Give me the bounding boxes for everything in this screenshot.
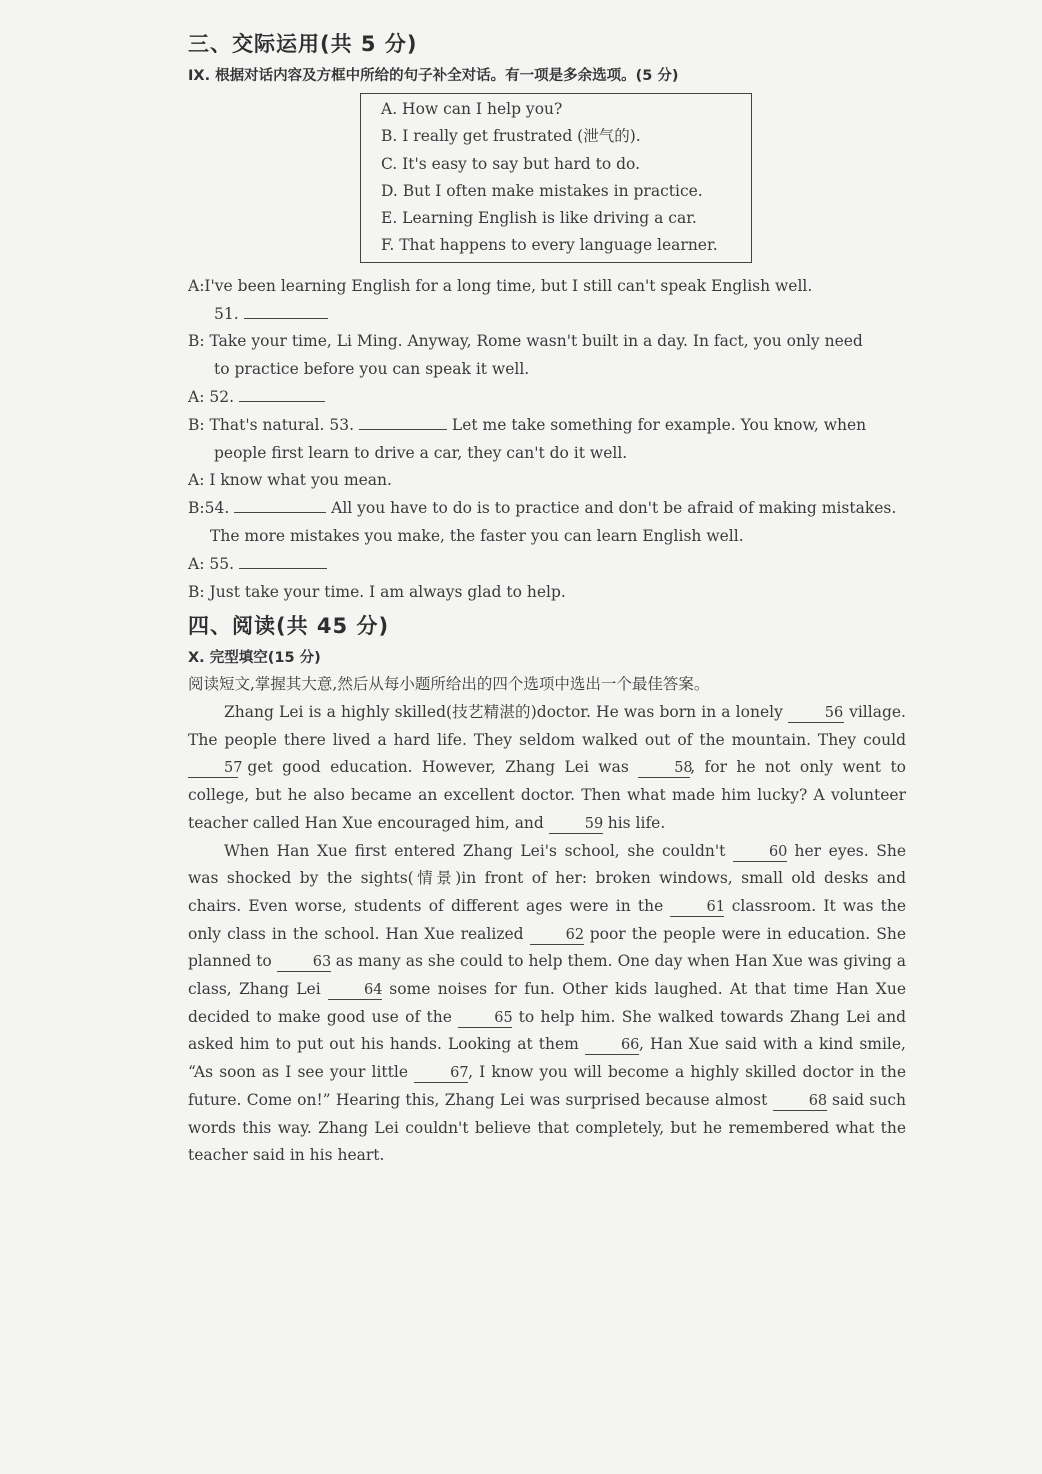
section-3-title: 三、交际运用(共 5 分): [188, 32, 418, 56]
option-f: F. That happens to every language learner.: [381, 236, 718, 255]
question-number-53: B: That's natural. 53.: [188, 415, 355, 434]
cloze-paragraph-1: [188, 699, 906, 838]
question-number-54: B:54.: [188, 499, 230, 518]
dialog-line-55: [188, 551, 906, 579]
dialog-line-b1: B: Take your time, Li Ming. Anyway, Rome wasn't built in a day. In fact, you only need: [188, 332, 863, 351]
cloze-text: to help him. She walked towards Zhang Lei and asked him to put out his hands. Looking at them: [188, 1007, 906, 1054]
section-9-instruction: IX. 根据对话内容及方框中所给的句子补全对话。有一项是多余选项。(5 分): [188, 68, 679, 84]
answer-blank-59[interactable]: 59: [549, 815, 603, 834]
option-d: D. But I often make mistakes in practice.: [381, 181, 703, 200]
page-content: [188, 28, 906, 1170]
dialog-line-52: [188, 384, 906, 412]
dialog-text-54: All you have to do is to practice and don't be afraid of making mistakes.: [331, 499, 897, 518]
dialog: [188, 273, 906, 607]
question-number-52: A: 52.: [188, 387, 234, 406]
cloze-instruction: 阅读短文,掌握其大意,然后从每小题所给出的四个选项中选出一个最佳答案。: [188, 675, 710, 694]
answer-blank-66[interactable]: 66: [585, 1036, 639, 1055]
question-number-55: A: 55.: [188, 554, 234, 573]
cloze-text: , Han Xue said with a kind smile, “As soon as I see your little: [188, 1035, 906, 1082]
question-number-51: 51.: [214, 304, 239, 323]
answer-blank-55[interactable]: [239, 568, 327, 569]
answer-blank-60[interactable]: 60: [733, 843, 787, 862]
cloze-text: , I know you will become a highly skilled doctor in the future. Come on!” Hearing this, Zhang Lei was surprised because almost: [188, 1063, 906, 1109]
cloze-text: When Han Xue first entered Zhang Lei's school, she couldn't: [224, 841, 733, 860]
cloze-text: , for he not only went to college, but he also became an excellent doctor. Then what made him lucky? A volunteer teacher called Han Xue encouraged him, and: [188, 758, 906, 832]
section-4-title: 四、阅读(共 45 分): [188, 614, 390, 639]
answer-blank-61[interactable]: 61: [670, 898, 724, 917]
dialog-line-53-cont: people first learn to drive a car, they can't do it well.: [214, 443, 628, 462]
cloze-text: some noises for fun. Other kids laughed. At that time Han Xue decided to make good use of the: [188, 980, 906, 1026]
cloze-paragraph-2: [188, 838, 906, 1170]
answer-blank-62[interactable]: 62: [530, 926, 584, 945]
answer-blank-64[interactable]: 64: [328, 981, 382, 1000]
cloze-text: village. The people there lived a hard life. They seldom walked out of the mountain. They could: [188, 703, 906, 749]
cloze-text: as many as she could to help them. One day when Han Xue was giving a class, Zhang Lei: [188, 952, 906, 999]
option-e: E. Learning English is like driving a car.: [381, 209, 697, 228]
options-box: [360, 93, 752, 263]
dialog-line-a3: A: I know what you mean.: [188, 471, 392, 490]
answer-blank-68[interactable]: 68: [773, 1092, 827, 1111]
answer-blank-53[interactable]: [359, 429, 447, 430]
answer-blank-56[interactable]: 56: [788, 704, 844, 723]
dialog-line-51: [188, 301, 906, 329]
dialog-line-53: [188, 412, 906, 440]
section-10-title: X. 完型填空(15 分): [188, 650, 321, 667]
cloze-text: classroom. It was the only class in the school. Han Xue realized: [188, 896, 906, 943]
cloze-text: her eyes. She was shocked by the sights(情景)in front of her: broken windows, small old desks and chairs. Even worse, students of different ages were in the: [188, 841, 906, 915]
dialog-line-54-cont: The more mistakes you make, the faster you can learn English well.: [210, 526, 744, 545]
dialog-line-a1: A:I've been learning English for a long time, but I still can't speak English well.: [188, 276, 813, 295]
cloze-text: said such words this way. Zhang Lei couldn't believe that completely, but he remembered what the teacher said in his heart.: [188, 1090, 906, 1165]
dialog-line-b1-cont: to practice before you can speak it well.: [214, 360, 530, 379]
answer-blank-52[interactable]: [239, 401, 325, 402]
cloze-text: his life.: [602, 813, 666, 832]
answer-blank-51[interactable]: [244, 318, 328, 319]
answer-blank-63[interactable]: 63: [277, 953, 331, 972]
dialog-line-b-last: B: Just take your time. I am always glad to help.: [188, 582, 566, 601]
dialog-line-54: [188, 495, 906, 523]
option-c: C. It's easy to say but hard to do.: [381, 154, 641, 173]
option-b: B. I really get frustrated (泄气的).: [381, 127, 641, 146]
dialog-text-53: Let me take something for example. You know, when: [451, 415, 867, 434]
answer-blank-54[interactable]: [234, 512, 326, 513]
option-a: A. How can I help you?: [381, 100, 563, 118]
answer-blank-57[interactable]: 57: [188, 759, 238, 778]
cloze-text: get good education. However, Zhang Lei was: [238, 758, 639, 777]
answer-blank-67[interactable]: 67: [414, 1064, 468, 1083]
answer-blank-58[interactable]: 58: [638, 759, 690, 778]
answer-blank-65[interactable]: 65: [458, 1009, 512, 1028]
cloze-text: Zhang Lei is a highly skilled(技艺精湛的)doctor. He was born in a lonely: [224, 703, 788, 722]
cloze-text: poor the people were in education. She planned to: [188, 924, 907, 971]
